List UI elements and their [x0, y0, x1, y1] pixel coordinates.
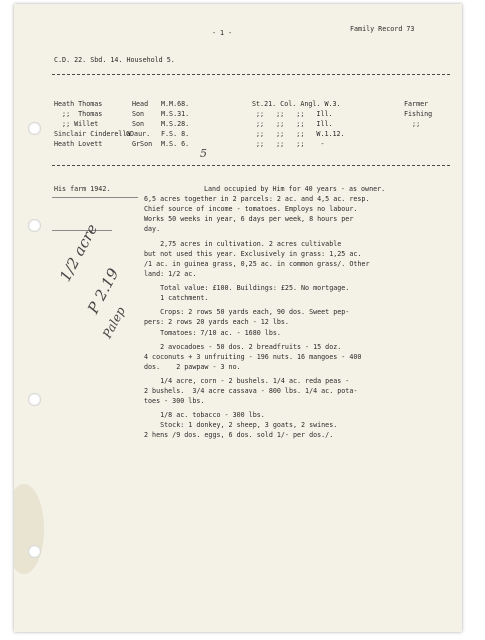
member-age: M.S.31. — [161, 110, 190, 118]
farm-line: pers: 2 rows 20 yards each - 12 lbs. — [144, 318, 289, 326]
farm-line: but not used this year. Exclusively in grass: 1,25 ac. — [144, 250, 362, 258]
member-name: Heath Thomas — [54, 100, 103, 108]
farm-line: 1/8 ac. tobacco - 300 lbs. — [144, 411, 265, 419]
member-relation: Head — [132, 100, 149, 108]
farm-heading: His farm 1942. — [54, 185, 111, 193]
farm-line: 2 hens /9 dos. eggs, 6 dos. sold 1/- per dos./. — [144, 431, 334, 439]
farm-line: Land occupied by Him for 40 years - as owner. — [204, 185, 386, 193]
margin-note: 1/2 acre — [56, 220, 102, 285]
member-attributes: ;; ;; ;; Ill. — [252, 120, 333, 128]
member-attributes: ;; ;; ;; - — [252, 140, 325, 148]
margin-note: P 2.19 — [84, 265, 123, 317]
member-attributes: ;; ;; ;; Ill. — [252, 110, 333, 118]
document-page — [14, 4, 462, 632]
member-age: M.S.28. — [161, 120, 190, 128]
farm-line: 2 bushels. 3/4 acre cassava - 800 lbs. 1/4 ac. pota- — [144, 387, 358, 395]
member-occupation: ;; — [404, 120, 421, 128]
farm-line: Stock: 1 donkey, 2 sheep, 3 goats, 2 swines. — [144, 421, 338, 429]
farm-line: day. — [144, 225, 161, 233]
member-name: Heath Lovett — [54, 140, 103, 148]
member-attributes: ;; ;; ;; W.1.12. — [252, 130, 345, 138]
member-name: ;; Willet — [54, 120, 99, 128]
pencil-mark: 5 — [200, 147, 207, 160]
punch-hole — [28, 122, 41, 135]
farm-line: 1 catchment. — [144, 294, 209, 302]
farm-line: toes - 300 lbs. — [144, 397, 205, 405]
member-name: ;; Thomas — [54, 110, 103, 118]
paper-stain — [14, 484, 44, 574]
farm-line: land: 1/2 ac. — [144, 270, 197, 278]
separator-dashes — [52, 165, 450, 166]
record-title: Family Record 73 — [350, 25, 415, 33]
farm-line: 2,75 acres in cultivation. 2 acres cultivable — [144, 240, 342, 248]
member-relation: Son — [132, 110, 145, 118]
farm-line: Total value: £100. Buildings: £25. No mortgage. — [144, 284, 350, 292]
farm-line: dos. 2 pawpaw - 3 no. — [144, 363, 241, 371]
farm-line: 1/4 acre, corn - 2 bushels. 1/4 ac. reda peas - — [144, 377, 350, 385]
member-age: F.S. 8. — [161, 130, 190, 138]
member-name: Sinclair Cinderella — [54, 130, 131, 138]
household-reference: C.D. 22. Sbd. 14. Household 5. — [54, 56, 175, 64]
member-occupation: Farmer — [404, 100, 429, 108]
farm-line: 4 coconuts + 3 unfruiting - 196 nuts. 16 mangoes - 400 — [144, 353, 362, 361]
member-occupation: Fishing — [404, 110, 433, 118]
page-number: - 1 - — [212, 29, 233, 37]
member-relation: Son — [132, 120, 145, 128]
margin-note: Palep — [100, 304, 129, 341]
farm-line: Crops: 2 rows 50 yards each, 90 dos. Sweet pep- — [144, 308, 350, 316]
farm-line: Works 50 weeks in year, 6 days per week, 8 hours per — [144, 215, 354, 223]
heading-rule — [52, 197, 138, 198]
member-age: M.M.68. — [161, 100, 190, 108]
member-relation: GDaur. — [126, 130, 151, 138]
punch-hole — [28, 393, 41, 406]
member-age: M.S. 6. — [161, 140, 190, 148]
member-relation: GrSon — [132, 140, 153, 148]
farm-line: 6,5 acres together in 2 parcels: 2 ac. and 4,5 ac. resp. — [144, 195, 370, 203]
punch-hole — [28, 219, 41, 232]
farm-line: Tomatoes: 7/10 ac. - 1680 lbs. — [144, 329, 281, 337]
punch-hole — [28, 545, 41, 558]
separator-dashes — [52, 74, 450, 75]
farm-line: 2 avocadoes - 50 dos. 2 breadfruits - 15 doz. — [144, 343, 342, 351]
farm-line: /1 ac. in guinea grass, 0,25 ac. in common grass/. Other — [144, 260, 370, 268]
farm-line: Chief source of income - tomatoes. Employs no labour. — [144, 205, 358, 213]
member-attributes: St.21. Col. Angl. W.3. — [252, 100, 341, 108]
